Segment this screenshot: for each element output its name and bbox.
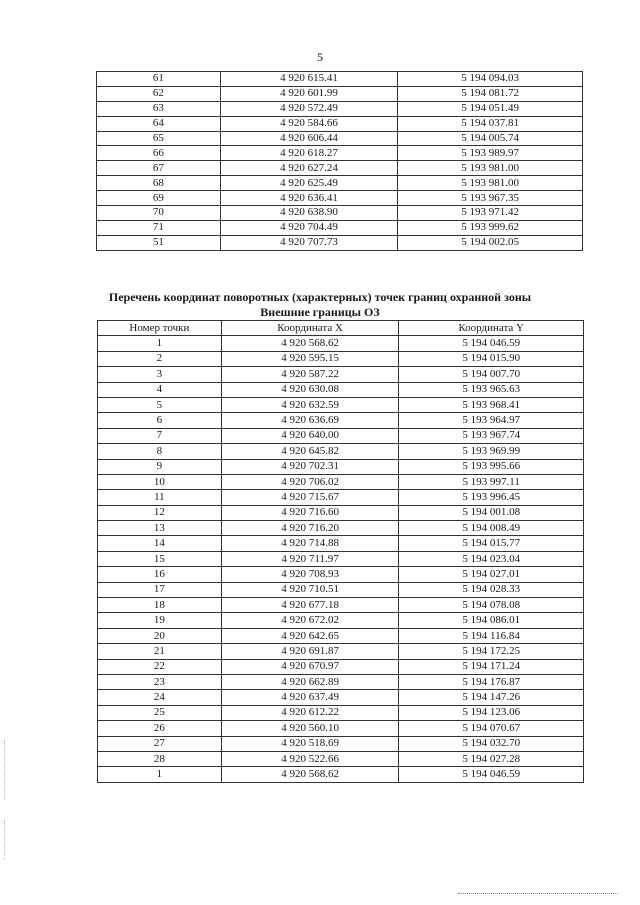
- coordinate-x-cell: 4 920 707.73: [220, 235, 398, 250]
- coordinate-x-cell: 4 920 595.15: [221, 351, 399, 366]
- coordinate-y-cell: 5 193 981.00: [398, 161, 583, 176]
- table-row: [98, 397, 584, 412]
- point-number-cell: 63: [97, 101, 221, 116]
- point-number-cell: 61: [97, 72, 221, 87]
- coordinate-x-cell: 4 920 632.59: [221, 397, 399, 412]
- coordinate-x-cell: 4 920 630.08: [221, 382, 399, 397]
- coordinate-y-cell: 5 193 967.35: [398, 191, 583, 206]
- coordinate-x-cell: 4 920 691.87: [221, 644, 399, 659]
- coordinate-y-cell: 5 193 997.11: [399, 474, 584, 489]
- point-number-cell: 17: [98, 582, 222, 597]
- table-row: [98, 459, 584, 474]
- point-number-cell: 1: [98, 767, 222, 782]
- table-row: [97, 191, 583, 206]
- coordinate-x-cell: 4 920 677.18: [221, 598, 399, 613]
- outer-boundary-coordinates-table: [97, 320, 584, 783]
- point-number-cell: 51: [97, 235, 221, 250]
- table-row: [98, 521, 584, 536]
- coordinate-y-cell: 5 193 964.97: [399, 413, 584, 428]
- point-number-cell: 66: [97, 146, 221, 161]
- section-subtitle: Внешние границы ОЗ: [260, 305, 380, 319]
- coordinate-y-cell: 5 193 971.42: [398, 206, 583, 221]
- coordinate-y-cell: 5 194 001.08: [399, 505, 584, 520]
- coordinates-table-continued-body: [97, 72, 583, 251]
- table-row: [98, 382, 584, 397]
- point-number-cell: 28: [98, 751, 222, 766]
- coordinate-y-cell: 5 194 046.59: [399, 767, 584, 782]
- point-number-cell: 2: [98, 351, 222, 366]
- coordinate-y-cell: 5 193 996.45: [399, 490, 584, 505]
- table-row: [97, 116, 583, 131]
- coordinate-y-cell: 5 194 176.87: [399, 674, 584, 689]
- table-row: [97, 220, 583, 235]
- table-row: [98, 367, 584, 382]
- table-row: [97, 206, 583, 221]
- table-row: [98, 551, 584, 566]
- point-number-cell: 68: [97, 176, 221, 191]
- table-row: [98, 659, 584, 674]
- coordinate-y-cell: 5 194 028.33: [399, 582, 584, 597]
- coordinate-x-cell: 4 920 587.22: [221, 367, 399, 382]
- coordinate-y-cell: 5 194 051.49: [398, 101, 583, 116]
- column-header-coordinate-y: Координата Y: [399, 321, 584, 336]
- point-number-cell: 7: [98, 428, 222, 443]
- coordinate-x-cell: 4 920 638.90: [220, 206, 398, 221]
- coordinate-y-cell: 5 194 081.72: [398, 86, 583, 101]
- point-number-cell: 9: [98, 459, 222, 474]
- table-row: [98, 736, 584, 751]
- coordinate-x-cell: 4 920 612.22: [221, 705, 399, 720]
- point-number-cell: 4: [98, 382, 222, 397]
- table-row: [98, 721, 584, 736]
- coordinates-table-continued: [96, 71, 583, 251]
- coordinate-y-cell: 5 194 005.74: [398, 131, 583, 146]
- coordinate-y-cell: 5 194 015.77: [399, 536, 584, 551]
- coordinate-x-cell: 4 920 716.60: [221, 505, 399, 520]
- coordinate-x-cell: 4 920 627.24: [220, 161, 398, 176]
- point-number-cell: 14: [98, 536, 222, 551]
- coordinate-x-cell: 4 920 568.62: [221, 336, 399, 351]
- point-number-cell: 26: [98, 721, 222, 736]
- point-number-cell: 20: [98, 628, 222, 643]
- point-number-cell: 22: [98, 659, 222, 674]
- coordinate-y-cell: 5 193 968.41: [399, 397, 584, 412]
- coordinate-x-cell: 4 920 672.02: [221, 613, 399, 628]
- coordinate-x-cell: 4 920 640.00: [221, 428, 399, 443]
- coordinate-y-cell: 5 193 999.62: [398, 220, 583, 235]
- coordinate-x-cell: 4 920 714.88: [221, 536, 399, 551]
- coordinate-x-cell: 4 920 625.49: [220, 176, 398, 191]
- margin-scan-mark: [4, 740, 5, 800]
- coordinate-y-cell: 5 194 147.26: [399, 690, 584, 705]
- coordinate-x-cell: 4 920 645.82: [221, 444, 399, 459]
- coordinate-y-cell: 5 194 007.70: [399, 367, 584, 382]
- table-row: [98, 582, 584, 597]
- point-number-cell: 12: [98, 505, 222, 520]
- point-number-cell: 11: [98, 490, 222, 505]
- coordinate-y-cell: 5 194 171.24: [399, 659, 584, 674]
- page-number: 5: [317, 50, 323, 64]
- coordinate-x-cell: 4 920 670.97: [221, 659, 399, 674]
- table-row: [98, 705, 584, 720]
- coordinate-y-cell: 5 194 094.03: [398, 72, 583, 87]
- point-number-cell: 67: [97, 161, 221, 176]
- point-number-cell: 13: [98, 521, 222, 536]
- coordinate-x-cell: 4 920 522.66: [221, 751, 399, 766]
- coordinate-x-cell: 4 920 708.93: [221, 567, 399, 582]
- coordinate-y-cell: 5 194 027.28: [399, 751, 584, 766]
- table-row: [98, 751, 584, 766]
- table-row: [97, 86, 583, 101]
- point-number-cell: 19: [98, 613, 222, 628]
- coordinate-y-cell: 5 194 046.59: [399, 336, 584, 351]
- point-number-cell: 69: [97, 191, 221, 206]
- point-number-cell: 10: [98, 474, 222, 489]
- table-row: [97, 235, 583, 250]
- table-row: [98, 428, 584, 443]
- point-number-cell: 23: [98, 674, 222, 689]
- table-row: [98, 690, 584, 705]
- table-row: [98, 536, 584, 551]
- table-row: [97, 131, 583, 146]
- table-row: [98, 413, 584, 428]
- coordinate-x-cell: 4 920 606.44: [220, 131, 398, 146]
- point-number-cell: 3: [98, 367, 222, 382]
- section-title: Перечень координат поворотных (характерных) точек границ охранной зоны: [108, 290, 532, 304]
- margin-scan-mark: [4, 820, 5, 860]
- coordinate-x-cell: 4 920 704.49: [220, 220, 398, 235]
- table-row: [97, 176, 583, 191]
- table-row: [97, 101, 583, 116]
- coordinate-x-cell: 4 920 702.31: [221, 459, 399, 474]
- point-number-cell: 8: [98, 444, 222, 459]
- table-row: [97, 146, 583, 161]
- point-number-cell: 62: [97, 86, 221, 101]
- point-number-cell: 27: [98, 736, 222, 751]
- coordinate-x-cell: 4 920 710.51: [221, 582, 399, 597]
- footer-dotted-line: [458, 893, 618, 894]
- coordinate-y-cell: 5 194 015.90: [399, 351, 584, 366]
- table-row: [98, 474, 584, 489]
- coordinate-x-cell: 4 920 560.10: [221, 721, 399, 736]
- coordinate-x-cell: 4 920 662.89: [221, 674, 399, 689]
- point-number-cell: 1: [98, 336, 222, 351]
- coordinate-y-cell: 5 193 967.74: [399, 428, 584, 443]
- table-row: [97, 161, 583, 176]
- coordinate-y-cell: 5 194 008.49: [399, 521, 584, 536]
- table-row: [98, 644, 584, 659]
- point-number-cell: 65: [97, 131, 221, 146]
- table-row: [98, 567, 584, 582]
- coordinate-y-cell: 5 194 032.70: [399, 736, 584, 751]
- coordinate-x-cell: 4 920 636.41: [220, 191, 398, 206]
- coordinate-x-cell: 4 920 642.65: [221, 628, 399, 643]
- coordinate-y-cell: 5 194 086.01: [399, 613, 584, 628]
- table-row: [97, 72, 583, 87]
- coordinate-y-cell: 5 194 027.01: [399, 567, 584, 582]
- point-number-cell: 70: [97, 206, 221, 221]
- point-number-cell: 71: [97, 220, 221, 235]
- table-row: [98, 505, 584, 520]
- coordinate-x-cell: 4 920 711.97: [221, 551, 399, 566]
- table-header-row: [98, 321, 584, 336]
- point-number-cell: 16: [98, 567, 222, 582]
- coordinate-x-cell: 4 920 716.20: [221, 521, 399, 536]
- column-header-coordinate-x: Координата X: [221, 321, 399, 336]
- table-row: [98, 444, 584, 459]
- coordinate-x-cell: 4 920 518.69: [221, 736, 399, 751]
- point-number-cell: 5: [98, 397, 222, 412]
- coordinate-x-cell: 4 920 636.69: [221, 413, 399, 428]
- point-number-cell: 6: [98, 413, 222, 428]
- coordinate-x-cell: 4 920 572.49: [220, 101, 398, 116]
- coordinate-y-cell: 5 194 037.81: [398, 116, 583, 131]
- column-header-point-number: Номер точки: [98, 321, 222, 336]
- coordinate-x-cell: 4 920 706.02: [221, 474, 399, 489]
- coordinate-x-cell: 4 920 584.66: [220, 116, 398, 131]
- coordinate-x-cell: 4 920 615.41: [220, 72, 398, 87]
- table-row: [98, 767, 584, 782]
- coordinate-y-cell: 5 194 078.08: [399, 598, 584, 613]
- table-row: [98, 351, 584, 366]
- coordinate-y-cell: 5 193 969.99: [399, 444, 584, 459]
- point-number-cell: 64: [97, 116, 221, 131]
- table-row: [98, 336, 584, 351]
- coordinate-y-cell: 5 194 023.04: [399, 551, 584, 566]
- coordinate-y-cell: 5 193 981.00: [398, 176, 583, 191]
- point-number-cell: 18: [98, 598, 222, 613]
- table-row: [98, 628, 584, 643]
- point-number-cell: 25: [98, 705, 222, 720]
- coordinate-y-cell: 5 193 965.63: [399, 382, 584, 397]
- coordinate-y-cell: 5 194 123.06: [399, 705, 584, 720]
- outer-boundary-coordinates-table-body: [98, 336, 584, 782]
- coordinate-x-cell: 4 920 568.62: [221, 767, 399, 782]
- point-number-cell: 24: [98, 690, 222, 705]
- coordinate-x-cell: 4 920 715.67: [221, 490, 399, 505]
- table-row: [98, 490, 584, 505]
- point-number-cell: 21: [98, 644, 222, 659]
- coordinate-y-cell: 5 193 995.66: [399, 459, 584, 474]
- coordinate-x-cell: 4 920 618.27: [220, 146, 398, 161]
- coordinate-x-cell: 4 920 637.49: [221, 690, 399, 705]
- coordinate-y-cell: 5 194 070.67: [399, 721, 584, 736]
- coordinate-y-cell: 5 193 989.97: [398, 146, 583, 161]
- coordinate-y-cell: 5 194 116.84: [399, 628, 584, 643]
- point-number-cell: 15: [98, 551, 222, 566]
- coordinate-x-cell: 4 920 601.99: [220, 86, 398, 101]
- table-row: [98, 674, 584, 689]
- coordinate-y-cell: 5 194 002.05: [398, 235, 583, 250]
- table-row: [98, 613, 584, 628]
- coordinate-y-cell: 5 194 172.25: [399, 644, 584, 659]
- table-row: [98, 598, 584, 613]
